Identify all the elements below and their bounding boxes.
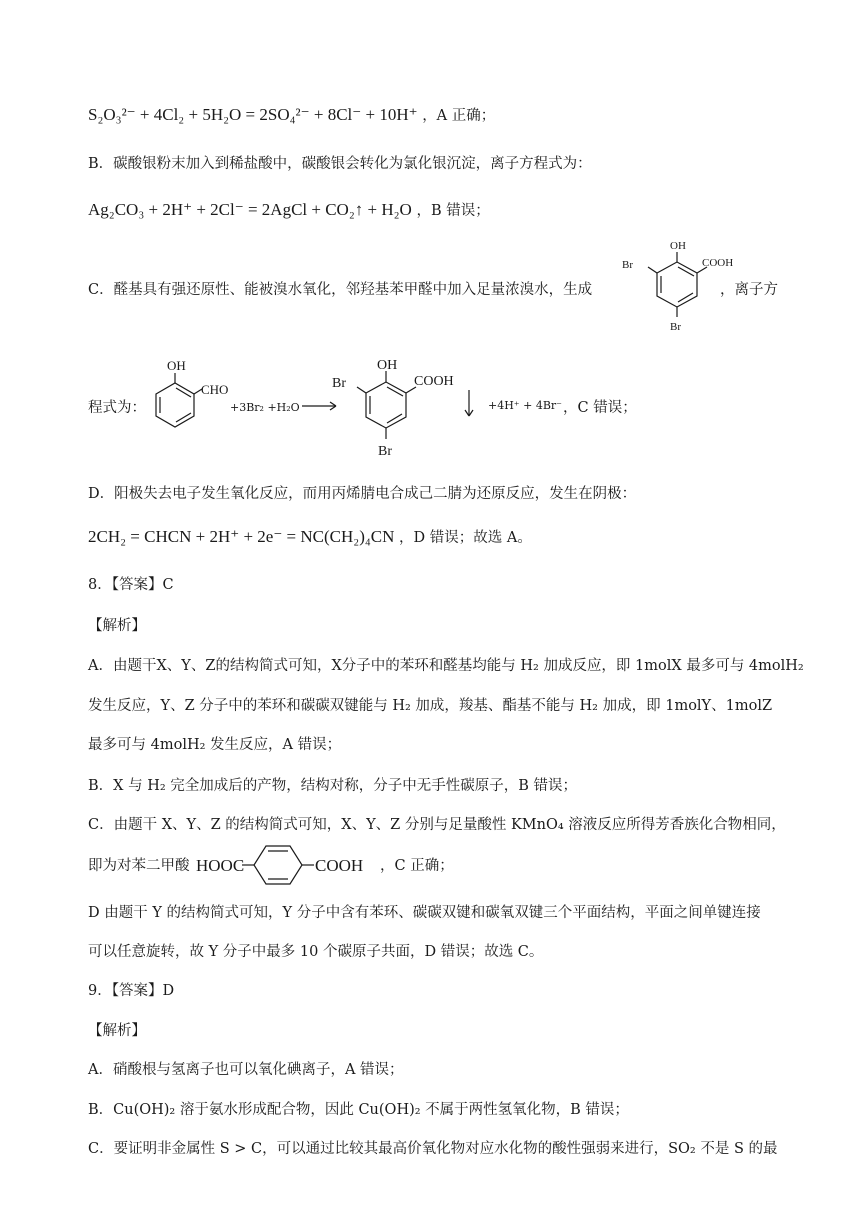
text-line-15-head: 即为对苯二甲酸: [88, 858, 190, 874]
equation-thiosulfate: S₂O₃²⁻ + 4Cl₂ + 5H₂O = 2SO₄²⁻ + 8Cl⁻ + 10H⁺: [88, 105, 418, 124]
equation-adiponitrile: 2CH₂ = CHCN + 2H⁺ + 2e⁻ = NC(CH₂)₄CN: [88, 527, 395, 546]
analysis-heading-9: 【解析】: [88, 1023, 146, 1039]
text-line-13: B．X 与 H₂ 完全加成后的产物，结构对称，分子中无手性碳原子，B 错误；: [88, 778, 578, 794]
text-line-14: C．由题干 X、Y、Z 的结构简式可知，X、Y、Z 分别与足量酸性 KMnO₄ 溶液反应所得芳香族化合物相同，: [88, 817, 786, 833]
text-line-5-head: 程式为：: [88, 400, 146, 416]
label-cho: CHO: [201, 382, 229, 397]
reaction-products: +4H⁺ + 4Br⁻: [488, 399, 562, 412]
structure-reactant: [148, 358, 238, 438]
text-line-17: 可以任意旋转，故 Y 分子中最多 10 个碳原子共面，D 错误；故选 C。: [88, 944, 544, 960]
answer-8: 8．【答案】C: [88, 577, 174, 593]
label-cooh: COOH: [414, 374, 454, 389]
benzene-ring-reactant: [156, 383, 194, 427]
text-line-4-tail: ，离子方: [720, 282, 778, 298]
label-br-left: Br: [332, 376, 346, 391]
text-line-21: B．Cu(OH)₂ 溶于氨水形成配合物，因此 Cu(OH)₂ 不属于两性氢氧化物，B 错误；: [88, 1102, 629, 1118]
label-oh: OH: [377, 358, 398, 373]
label-br-left: Br: [622, 259, 633, 271]
benzene-ring-small: [657, 262, 697, 307]
text-line-1-tail: ，A 正确；: [422, 108, 496, 124]
label-br-bottom: Br: [670, 321, 681, 333]
answer-9: 9．【答案】D: [88, 983, 175, 999]
analysis-heading-8: 【解析】: [88, 618, 146, 634]
text-line-20: A．硝酸根与氢离子也可以氧化碘离子，A 错误；: [88, 1062, 404, 1078]
label-oh: OH: [167, 358, 186, 373]
text-line-15-tail: ，C 正确；: [380, 858, 454, 874]
text-line-11: 发生反应，Y、Z 分子中的苯环和碳碳双键能与 H₂ 加成，羧基、酯基不能与 H₂ 加成，即 1molY、1molZ: [88, 698, 773, 714]
text-line-3: [88, 200, 490, 221]
text-line-12: 最多可与 4molH₂ 发生反应，A 错误；: [88, 737, 342, 753]
structure-product-small: [612, 238, 734, 343]
label-cooh: COOH: [315, 856, 364, 875]
text-line-7: [88, 527, 532, 548]
text-line-10: A．由题干X、Y、Z的结构简式可知，X分子中的苯环和醛基均能与 H₂ 加成反应，即 1molX 最多可与 4molH₂: [88, 658, 804, 674]
equation-silver-carbonate: Ag₂CO₃ + 2H⁺ + 2Cl⁻ = 2AgCl + CO₂↑ + H₂O: [88, 200, 412, 219]
precipitate-arrow: [463, 390, 475, 418]
benzene-ring-para: [254, 846, 302, 884]
text-line-3-tail: ，B 错误；: [416, 203, 490, 219]
text-line-22: C．要证明非金属性 S > C，可以通过比较其最高价氧化物对应水化物的酸性强弱来进行，SO₂ 不是 S 的最: [88, 1141, 778, 1157]
text-line-2: B．碳酸银粉末加入到稀盐酸中，碳酸银会转化为氯化银沉淀，离子方程式为：: [88, 156, 592, 172]
label-br-bottom: Br: [378, 444, 392, 459]
structure-product-large: [330, 355, 470, 467]
text-line-6: D．阳极失去电子发生氧化反应，而用丙烯腈电合成己二腈为还原反应，发生在阴极：: [88, 486, 637, 502]
label-oh: OH: [670, 240, 686, 252]
text-line-4: C．醛基具有强还原性、能被溴水氧化，邻羟基苯甲醛中加入足量浓溴水，生成: [88, 282, 593, 298]
reaction-reagents: +3Br₂ +H₂O: [230, 401, 300, 414]
text-line-1: [88, 105, 495, 126]
benzene-ring-large: [366, 382, 406, 428]
label-cooh: COOH: [702, 257, 734, 269]
structure-terephthalic-acid: [196, 838, 396, 890]
text-line-5-tail: ，C 错误；: [563, 400, 637, 416]
text-line-7-tail: ，D 错误；故选 A。: [399, 530, 532, 546]
label-hooc: HOOC: [196, 856, 245, 875]
text-line-16: D 由题干 Y 的结构简式可知，Y 分子中含有苯环、碳碳双键和碳氧双键三个平面结构，平面之间单键连接: [88, 905, 761, 921]
